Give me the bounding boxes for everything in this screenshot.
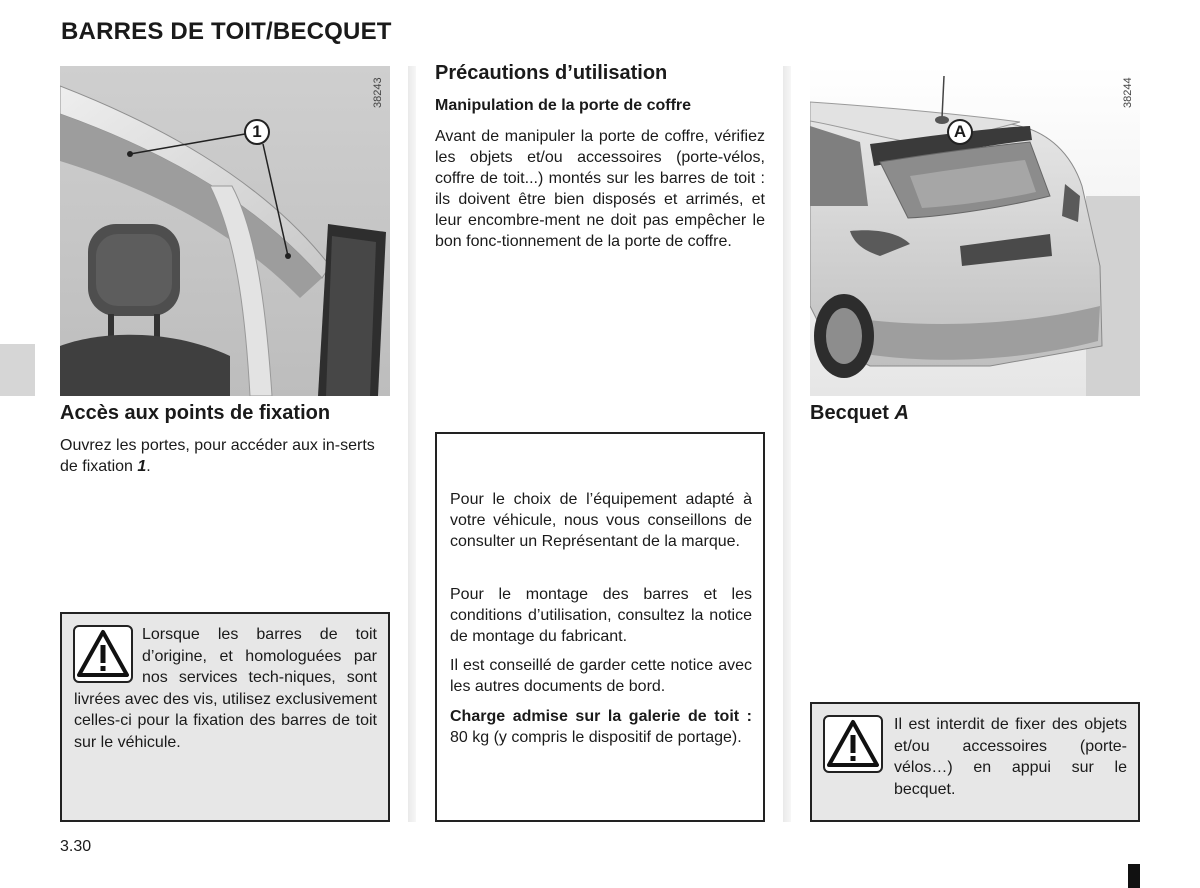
chapter-tab — [0, 344, 35, 396]
info-paragraph: Pour le montage des barres et les conditions d’utilisation, consultez la notice de montage du fabricant. — [450, 586, 752, 645]
page-edge-mark — [1128, 864, 1140, 888]
info-paragraph: Il est conseillé de garder cette notice avec les autres documents de bord. — [450, 657, 752, 695]
section-heading: Précautions d’utilisation — [435, 62, 668, 84]
car-rear-illustration — [810, 66, 1140, 396]
warning-box — [60, 612, 390, 822]
column-divider — [408, 66, 416, 822]
info-paragraph: Pour le choix de l’équipement adapté à votre véhicule, nous vous conseillons de consulter un Représentant de la marque. — [450, 491, 752, 550]
info-box — [435, 432, 765, 822]
warning-triangle-icon — [823, 715, 883, 773]
section-heading: Accès aux points de fixation — [60, 402, 331, 424]
car-interior-illustration — [60, 66, 390, 396]
rear-spoiler-photo — [810, 66, 1140, 396]
warning-box — [810, 702, 1140, 822]
callout-marker: A — [947, 119, 973, 145]
callout-marker: 1 — [244, 119, 270, 145]
page-title: BARRES DE TOIT/BECQUET — [61, 18, 392, 45]
warning-text: Il est interdit de fixer des objets et/ou accessoires (porte-vélos…) en appui sur le becquet. — [894, 716, 1127, 798]
image-reference: 38244 — [1122, 77, 1134, 108]
section-heading: Becquet A — [810, 402, 909, 424]
column-divider — [783, 66, 791, 822]
warning-text: Lorsque les barres de toit d’origine, et homologuées par nos services tech-niques, sont livrées avec des vis, utilisez exclusivement celles-ci pour la fixation des barres de toit sur le véhicule. — [74, 626, 377, 751]
roof-bar-fixing-photo — [60, 66, 390, 396]
info-paragraph: Charge admise sur la galerie de toit : 80 kg (y compris le dispositif de portage). — [450, 708, 752, 746]
section-paragraph: Avant de manipuler la porte de coffre, vérifiez les objets et/ou accessoires (porte-vélos, coffre de toit...) montés sur les barres de toit : ils doivent être bien disposés et arrimés, et leur encombre-ment ne doit pas empêcher le bon fonc-tionnement de la porte de coffre. — [435, 128, 765, 250]
page-number: 3.30 — [60, 838, 92, 855]
section-subheading: Manipulation de la porte de coffre — [435, 97, 692, 114]
section-paragraph: Ouvrez les portes, pour accéder aux in-serts de fixation 1. — [60, 437, 375, 475]
image-reference: 38243 — [372, 77, 384, 108]
